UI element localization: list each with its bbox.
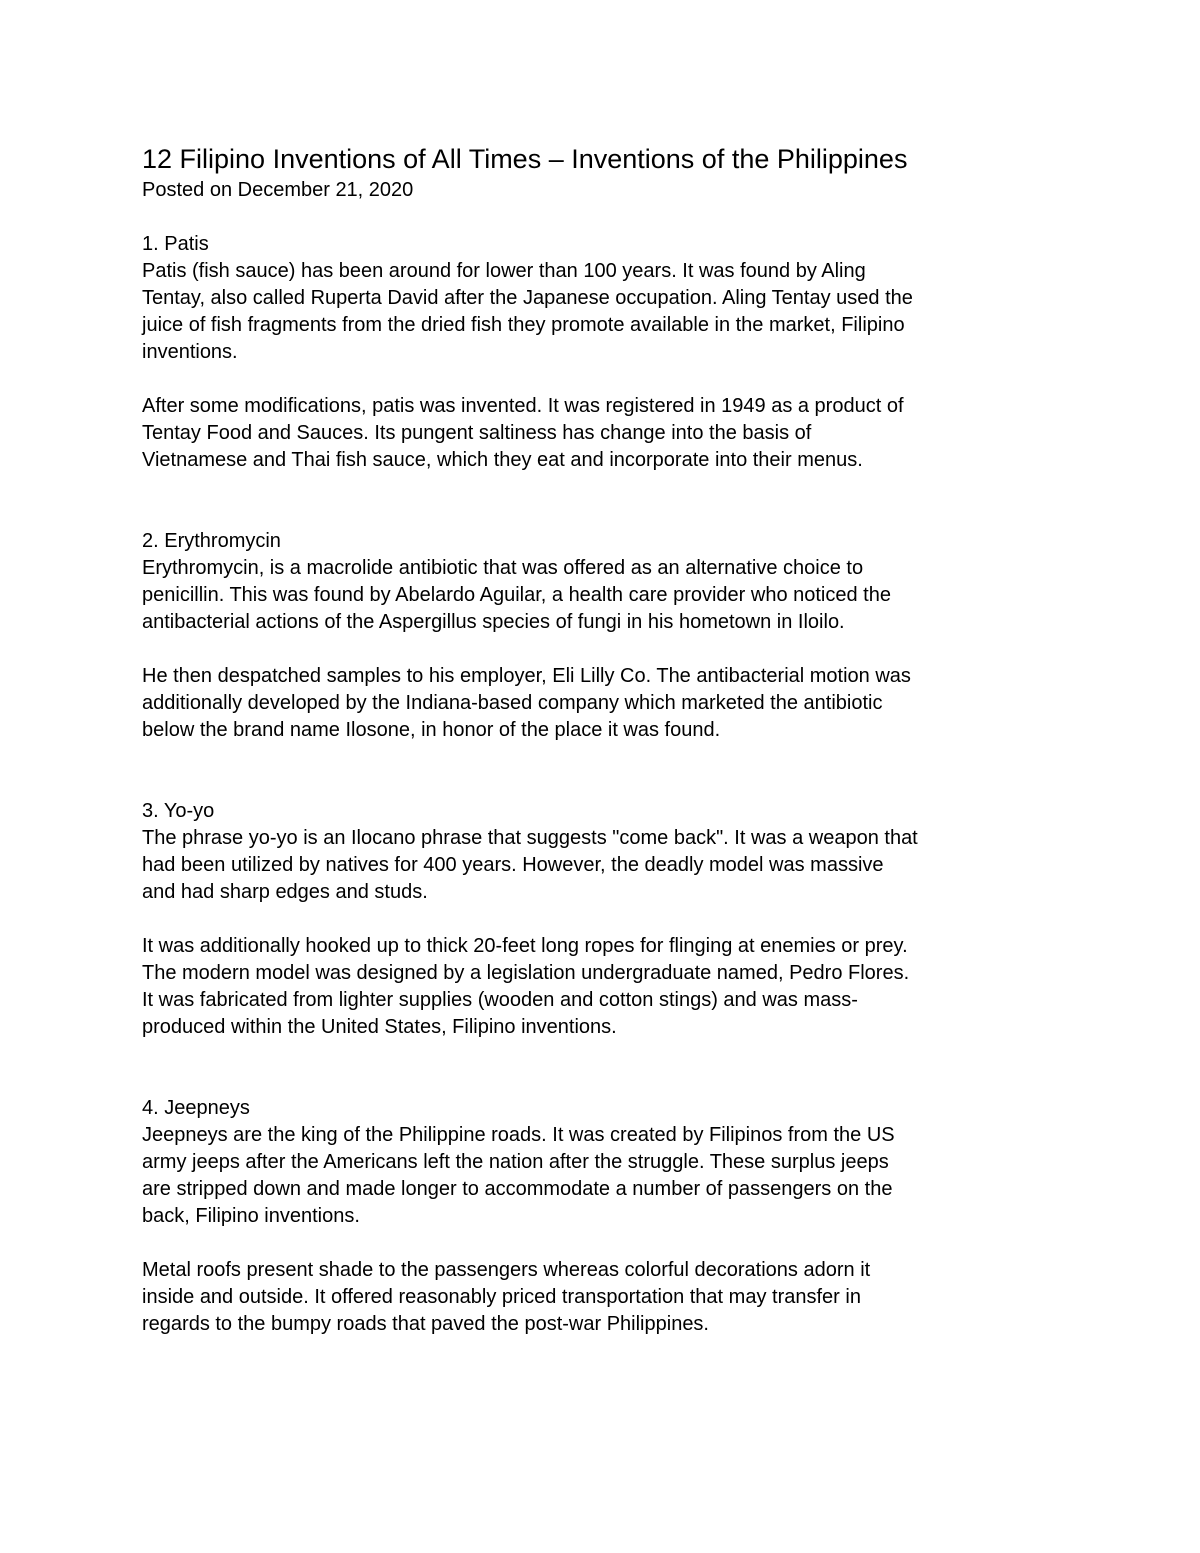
section-heading: 3. Yo-yo <box>142 800 215 822</box>
paragraph: The phrase yo-yo is an Ilocano phrase that suggests "come back". It was a weapon that had been utilized by natives for 400 years. However, the deadly model was massive and had sharp edges and studs. <box>142 827 918 903</box>
document-title: 12 Filipino Inventions of All Times – Inventions of the Philippines <box>142 144 908 174</box>
posted-date: Posted on December 21, 2020 <box>142 179 414 201</box>
paragraph: After some modifications, patis was invented. It was registered in 1949 as a product of Tentay Food and Sauces. Its pungent saltiness has change into the basis of Vietnamese and Thai fish sauce, which they eat and incorporate into their menus. <box>142 395 904 471</box>
section-heading: 2. Erythromycin <box>142 530 281 552</box>
section-patis <box>142 231 1062 474</box>
paragraph: Metal roofs present shade to the passengers whereas colorful decorations adorn it inside and outside. It offered reasonably priced transportation that may transfer in regards to the bumpy roads that paved the post-war Philippines. <box>142 1259 871 1335</box>
paragraph: He then despatched samples to his employer, Eli Lilly Co. The antibacterial motion was additionally developed by the Indiana-based company which marketed the antibiotic below the brand name Ilosone, in honor of the place it was found. <box>142 665 911 741</box>
paragraph: Jeepneys are the king of the Philippine roads. It was created by Filipinos from the US army jeeps after the Americans left the nation after the struggle. These surplus jeeps are stripped down and made longer to accommodate a number of passengers on the back, Filipino inventions. <box>142 1124 895 1227</box>
section-heading: 1. Patis <box>142 233 209 255</box>
section-yo-yo <box>142 798 1062 1041</box>
document-body <box>142 141 1062 1338</box>
paragraph: Erythromycin, is a macrolide antibiotic that was offered as an alternative choice to penicillin. This was found by Abelardo Aguilar, a health care provider who noticed the antibacterial actions of the Aspergillus species of fungi in his hometown in Iloilo. <box>142 557 891 633</box>
section-erythromycin <box>142 528 1062 744</box>
section-heading: 4. Jeepneys <box>142 1097 250 1119</box>
paragraph: It was additionally hooked up to thick 20-feet long ropes for flinging at enemies or prey. The modern model was designed by a legislation undergraduate named, Pedro Flores. It was fabricated from lighter supplies (wooden and cotton stings) and was mass- produced within the United States, Filipino inventions. <box>142 935 910 1038</box>
paragraph: Patis (fish sauce) has been around for lower than 100 years. It was found by Aling Tentay, also called Ruperta David after the Japanese occupation. Aling Tentay used the juice of fish fragments from the dried fish they promote available in the market, Filipino inventions. <box>142 260 913 363</box>
section-jeepneys <box>142 1095 1062 1338</box>
